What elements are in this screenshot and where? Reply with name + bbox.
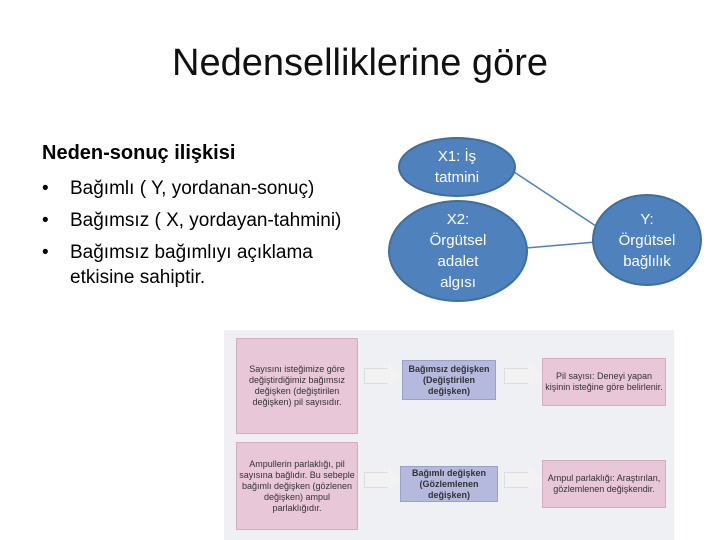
connector-x2-y <box>526 242 596 248</box>
node-x2 <box>388 200 528 302</box>
note-battery-count <box>542 358 666 406</box>
note-dependent <box>236 442 358 530</box>
node-x1 <box>398 137 516 197</box>
bullet-text: Bağımsız bağımlıyı açıklama etkisine sahiptir. <box>70 242 313 288</box>
arrow-head <box>388 363 402 387</box>
arrow-head <box>528 467 542 491</box>
lead-heading: Neden-sonuç ilişkisi <box>42 142 236 164</box>
arrow-head <box>528 363 542 387</box>
arrow-top-left <box>364 368 390 384</box>
node-y-label: Y: Örgütsel bağlılık <box>618 210 676 270</box>
note-battery-count-text: Pil sayısı: Deneyi yapan kişinin isteğine göre belirlenir. <box>545 371 663 392</box>
note-bulb-brightness <box>542 460 666 508</box>
label-independent-text: Bağımsız değişken (Değiştirilen değişken) <box>408 363 490 396</box>
label-dependent <box>400 466 498 502</box>
bullet-marker: • <box>42 178 49 199</box>
arrow-bottom-left <box>364 472 390 488</box>
bullet-marker: • <box>42 242 49 263</box>
label-dependent-text: Bağımlı değişken (Gözlemlenen değişken) <box>411 467 487 500</box>
arrow-bottom-right <box>504 472 530 488</box>
node-x1-label: X1: İş tatmini <box>434 148 480 186</box>
bullet-marker: • <box>42 210 49 231</box>
textbook-figure <box>224 330 674 540</box>
bullet-text: Bağımlı ( Y, yordanan-sonuç) <box>70 178 315 199</box>
slide-title: Nedenselliklerine göre <box>172 42 548 84</box>
node-y <box>592 194 702 286</box>
bullet-text: Bağımsız ( X, yordayan-tahmini) <box>70 210 342 231</box>
note-independent-text: Sayısını isteğimize göre değiştirdiğimiz bağımsız değişken (değiştirilen değişken) pil sayısıdır. <box>248 364 346 407</box>
note-independent <box>236 338 358 434</box>
node-x2-label: X2: Örgütsel adalet algısı <box>429 211 487 291</box>
note-dependent-text: Ampullerin parlaklığı, pil sayısına bağlıdır. Bu sebeple bağımlı değişken (gözlenen değişken) ampul parlaklığıdır. <box>239 458 355 513</box>
connector-x1-y <box>508 168 605 232</box>
label-independent <box>402 360 496 400</box>
note-bulb-brightness-text: Ampul parlaklığı: Araştırılan, gözlemlenen değişkendir. <box>547 473 661 494</box>
arrow-top-right <box>504 368 530 384</box>
